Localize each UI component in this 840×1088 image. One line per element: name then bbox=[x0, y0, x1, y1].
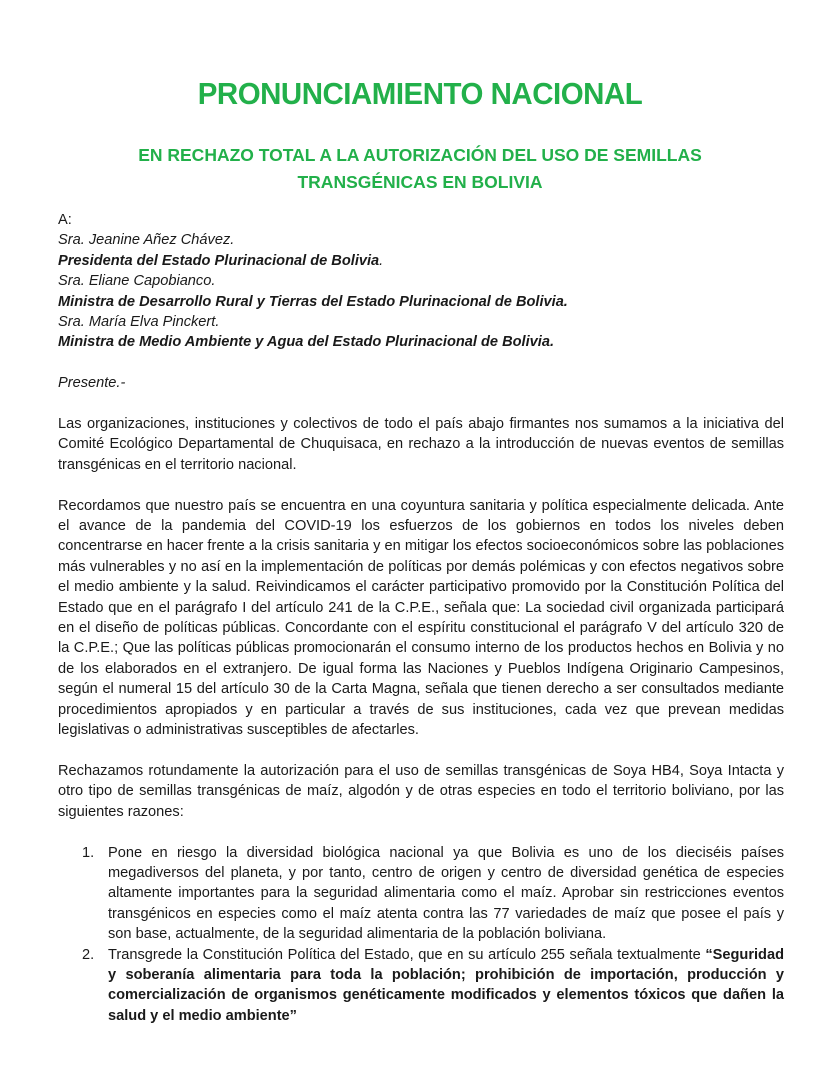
addressee-role-1-end: . bbox=[379, 252, 384, 269]
paragraph-3: Rechazamos rotundamente la autorización para el uso de semillas transgénicas de Soya HB4, Soya Intacta y otro tipo de semillas transgénicas de maíz, algodón y de otras especies en todo el territorio boliviano, por las siguientes razones: bbox=[58, 762, 784, 820]
addressee-role-2: Ministra de Desarrollo Rural y Tierras del Estado Plurinacional de Bolivia. bbox=[58, 293, 568, 310]
document-subtitle bbox=[120, 142, 720, 196]
list-item-number: 2. bbox=[82, 946, 95, 963]
addressee-block bbox=[58, 210, 784, 353]
list-item-number: 1. bbox=[82, 844, 95, 861]
addressee-role-1: Presidenta del Estado Plurinacional de Bolivia bbox=[58, 252, 380, 269]
paragraph-2: Recordamos que nuestro país se encuentra en una coyuntura sanitaria y política especialmente delicada. Ante el avance de la pandemia del COVID-19 los esfuerzos de los gobiernos en todos los niveles deben concentrarse en hacer frente a la crisis sanitaria y en mitigar los efectos socioeconómicos sobre las poblaciones más vulnerables y no así en la implementación de políticas por demás polémicas y con efectos negativos sobre el medio ambiente y la salud. Reivindicamos el carácter participativo promovido por la Constitución Política del Estado que en el parágrafo I del artículo 241 de la C.P.E., señala que: La sociedad civil organizada participará en el diseño de políticas públicas. Concordante con el espíritu constitucional el parágrafo V del artículo 320 de la C.P.E.; Que las políticas públicas promocionarán el consumo interno de los productos hechos en Bolivia y no de los elaborados en el extranjero. De igual forma las Naciones y Pueblos Indígena Originario Campesinos, según el numeral 15 del artículo 30 de la Carta Magna, señala que tienen derecho a ser consultados mediante procedimientos apropiados y en particular a través de sus instituciones, cada vez que prevean medidas legislativas o administrativas susceptibles de afectarles. bbox=[58, 497, 784, 739]
reasons-list bbox=[58, 843, 784, 1027]
paragraph-1: Las organizaciones, instituciones y colectivos de todo el país abajo firmantes nos sumamos a la iniciativa del Comité Ecológico Departamental de Chuquisaca, en rechazo a la introducción de nuevas eventos de semillas transgénicas en el territorio nacional. bbox=[58, 416, 784, 473]
list-item bbox=[58, 945, 784, 1027]
addressee-role-3: Ministra de Medio Ambiente y Agua del Estado Plurinacional de Bolivia. bbox=[58, 334, 555, 351]
addressee-label: A: bbox=[58, 212, 72, 228]
list-item-text: Pone en riesgo la diversidad biológica nacional ya que Bolivia es uno de los dieciséis países megadiversos del planeta, y por tanto, centro de origen y centro de diversidad genética de especies altamente importantes para la seguridad alimentaria como el maíz. Aprobar sin restricciones eventos transgénicos en especies como el maíz atenta contra las 77 variedades de maíz que posee el país y son base, actualmente, de la seguridad alimentaria de la población boliviana. bbox=[108, 844, 784, 943]
addressee-name-2: Sra. Eliane Capobianco. bbox=[58, 273, 216, 290]
presente-line: Presente.- bbox=[58, 375, 126, 392]
document-title: PRONUNCIAMIENTO NACIONAL bbox=[197, 76, 643, 111]
addressee-name-3: Sra. María Elva Pinckert. bbox=[58, 314, 220, 331]
addressee-name-1: Sra. Jeanine Añez Chávez. bbox=[58, 232, 235, 249]
subtitle-line-1: EN RECHAZO TOTAL A LA AUTORIZACIÓN DEL USO DE SEMILLAS bbox=[138, 145, 702, 165]
list-item bbox=[58, 843, 784, 945]
addressee-role-1-line bbox=[58, 251, 784, 271]
document-body bbox=[58, 210, 784, 1026]
list-item-text: Transgrede la Constitución Política del Estado, que en su artículo 255 señala textualmente bbox=[108, 946, 706, 963]
list-item-quote: “Seguridad y soberanía alimentaria para toda la población; prohibición de importación, producción y comercialización de organismos genéticamente modificados y elementos tóxicos que dañen la salud y el medio ambiente” bbox=[108, 946, 784, 1024]
subtitle-line-2: TRANSGÉNICAS EN BOLIVIA bbox=[297, 172, 543, 192]
